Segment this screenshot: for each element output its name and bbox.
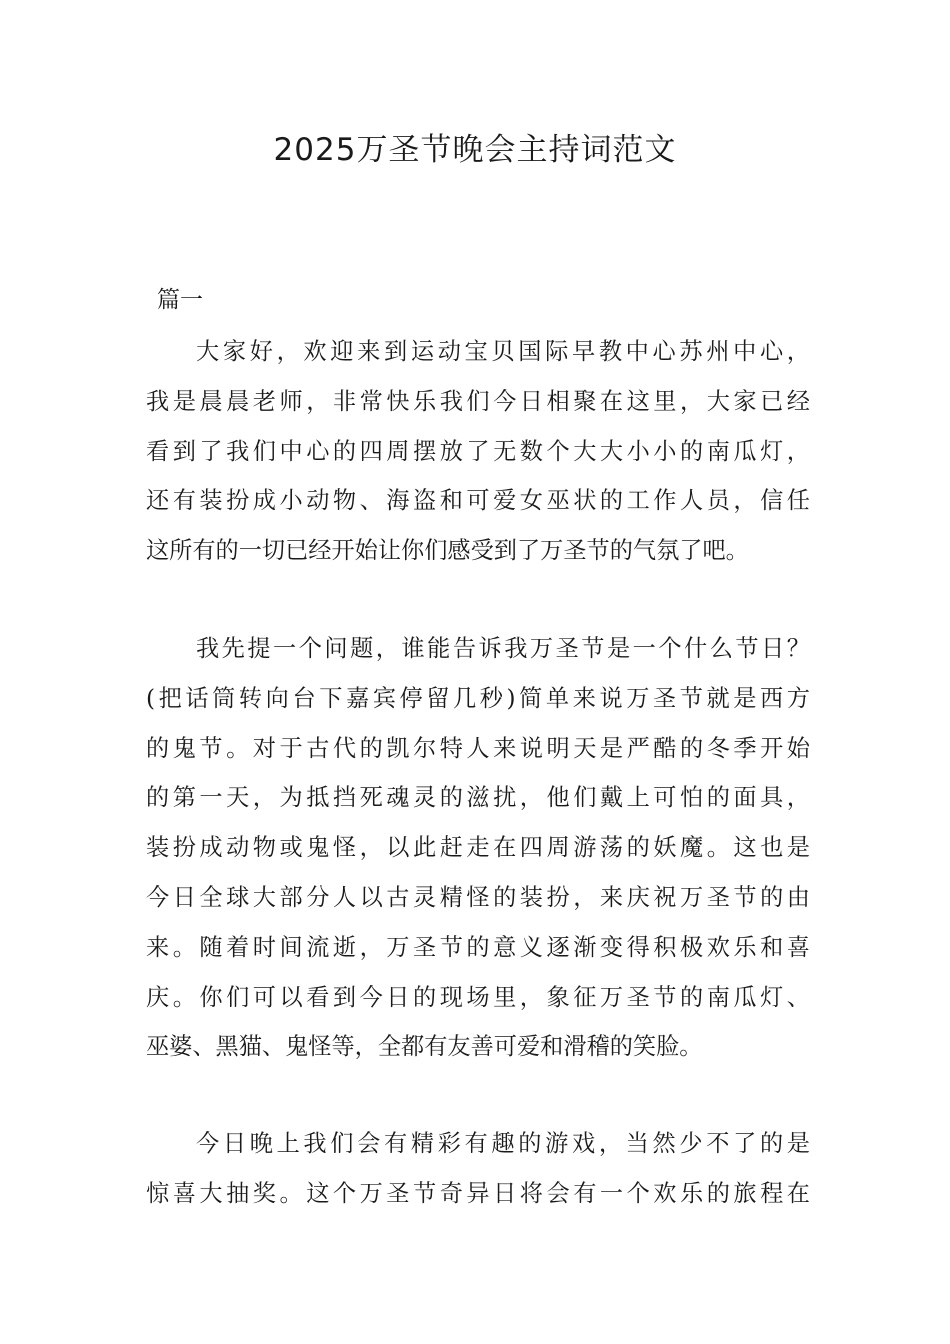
paragraph-line: (把话筒转向台下嘉宾停留几秒)简单来说万圣节就是西方 [146,684,810,712]
paragraph-line: 的第一天，为抵挡死魂灵的滋扰，他们戴上可怕的面具， [146,784,810,812]
paragraph-line: 我是晨晨老师，非常快乐我们今日相聚在这里，大家已经 [146,387,810,415]
paragraph-line: 装扮成动物或鬼怪，以此赶走在四周游荡的妖魔。这也是 [146,834,810,862]
paragraph-line: 看到了我们中心的四周摆放了无数个大大小小的南瓜灯， [146,437,810,465]
paragraph-line: 这所有的一切已经开始让你们感受到了万圣节的气氛了吧。 [146,537,749,565]
section-label: 篇一 [157,287,203,313]
paragraph-line: 庆。你们可以看到今日的现场里，象征万圣节的南瓜灯、 [146,983,810,1011]
paragraph-line: 惊喜大抽奖。这个万圣节奇异日将会有一个欢乐的旅程在 [146,1179,810,1207]
document-title: 2025万圣节晚会主持词范文 [273,132,677,168]
paragraph-line: 还有装扮成小动物、海盗和可爱女巫状的工作人员，信任 [146,487,810,515]
paragraph-line: 大家好，欢迎来到运动宝贝国际早教中心苏州中心， [196,338,810,365]
paragraph-line: 今日晚上我们会有精彩有趣的游戏，当然少不了的是 [196,1130,810,1157]
paragraph-3 [146,1119,810,1219]
paragraph-line: 巫婆、黑猫、鬼怪等，全都有友善可爱和滑稽的笑脸。 [146,1033,703,1061]
paragraph-line: 今日全球大部分人以古灵精怪的装扮，来庆祝万圣节的由 [146,883,810,911]
paragraph-line: 来。随着时间流逝，万圣节的意义逐渐变得积极欢乐和喜 [146,933,810,961]
paragraph-line: 的鬼节。对于古代的凯尔特人来说明天是严酷的冬季开始 [146,734,810,762]
paragraph-2 [146,624,810,1072]
paragraph-line: 我先提一个问题，谁能告诉我万圣节是一个什么节日？ [196,635,810,662]
paragraph-1 [146,327,810,576]
